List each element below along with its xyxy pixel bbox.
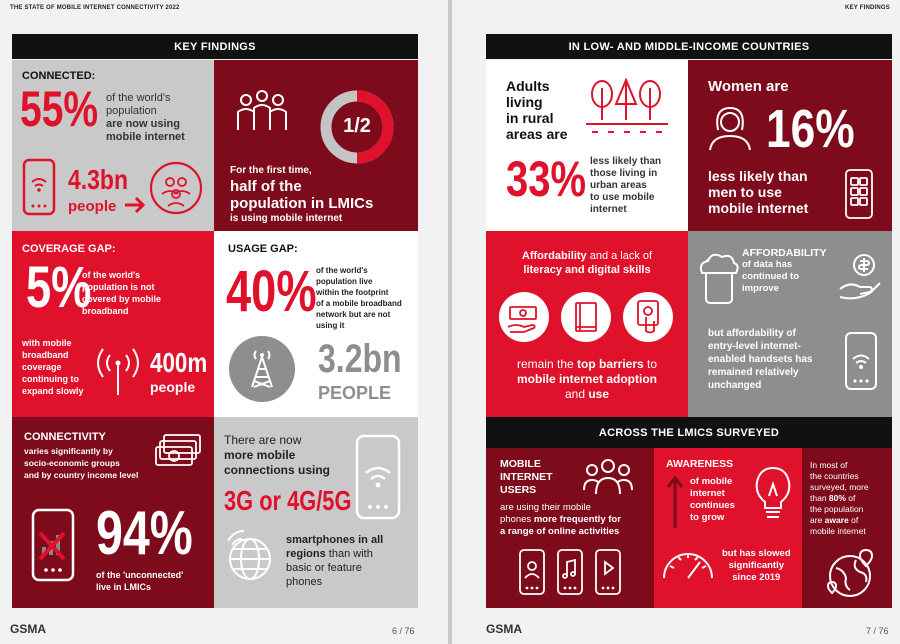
text-line: less likely than [590, 156, 662, 167]
text-line: broadband [82, 306, 129, 316]
usage-gap-panel [214, 231, 418, 417]
half-donut [318, 88, 396, 166]
usage-label: USAGE GAP: [228, 243, 298, 255]
text-line: socio-economic groups [24, 458, 120, 468]
text-line: in rural [506, 110, 554, 126]
text-line: entry-level internet- [708, 341, 801, 352]
coverage-word: people [150, 379, 196, 395]
globe-signal-icon [224, 527, 274, 581]
connectivity-sub-description [96, 569, 183, 593]
text-span: than with [325, 548, 373, 560]
text-line: mobile internet [708, 200, 809, 216]
usage-word: PEOPLE [318, 383, 392, 403]
money-hand-icon [498, 291, 550, 343]
coverage-sub-description [22, 337, 84, 397]
text-line: expand slowly [22, 386, 84, 396]
lightbulb-icon [750, 462, 796, 524]
cloud-phone-icon [698, 249, 740, 305]
text-line: are now using [106, 118, 180, 130]
text-line: of the 'unconnected' [96, 570, 184, 580]
text-line: remained relatively [708, 367, 799, 378]
text-span: remain the [516, 357, 577, 371]
text-line: using it [316, 321, 345, 330]
text-line: literacy and digital skills [523, 264, 651, 276]
rural-description [590, 156, 661, 216]
text-line: and by country income level [24, 470, 139, 480]
coverage-percent: 5% [26, 255, 92, 320]
hand-coin-icon [838, 249, 884, 301]
women-percent: 16% [766, 99, 855, 159]
connectivity-label: CONNECTIVITY [24, 431, 106, 443]
text-line: internet [690, 488, 725, 499]
text-line: surveyed, more [810, 482, 869, 492]
text-span: are [810, 515, 825, 525]
text-line: Adults [506, 78, 550, 94]
cell-tower-icon [228, 335, 296, 403]
antenna-signal-icon [90, 341, 146, 397]
gsma-logo: GSMA [486, 622, 522, 636]
text-line: men to use [708, 184, 782, 200]
woman-icon [704, 100, 756, 152]
money-icon [154, 431, 204, 471]
connected-label: CONNECTED: [22, 70, 96, 82]
text-bold: regions [286, 548, 326, 560]
text-span: and [564, 387, 589, 401]
text-line: smartphones in all [286, 534, 384, 546]
mobile-connections-panel [214, 417, 418, 608]
text-line: continued to [742, 271, 799, 282]
text-line: INTERNET [500, 471, 553, 483]
text-line: improve [742, 283, 779, 294]
half-description [230, 164, 373, 226]
text-line: to use mobile [590, 192, 655, 203]
text-line: to grow [690, 512, 725, 523]
text-span: to [643, 357, 658, 371]
text-line: since 2019 [732, 572, 781, 583]
coverage-number: 400m [150, 347, 208, 378]
text-line: within the footprint [316, 288, 389, 297]
gsma-logo: GSMA [10, 622, 46, 636]
text-line: of the world's [82, 270, 141, 280]
text-bold: more frequently for [533, 514, 621, 525]
mobile-users-panel [486, 448, 654, 608]
smartphones-description [286, 533, 383, 589]
users-description [500, 502, 621, 538]
left-page [0, 0, 448, 644]
text-line: of the world's [316, 266, 368, 275]
page-number: 7 / 76 [866, 626, 889, 636]
text-line: broadband [22, 350, 69, 360]
apps-phone-icon [844, 168, 874, 220]
text-line: coverage [22, 362, 62, 372]
text-line: mobile internet adoption [517, 372, 657, 386]
text-line: varies significantly by [24, 446, 113, 456]
section-title: IN LOW- AND MIDDLE-INCOME COUNTRIES [486, 34, 892, 59]
arrow-right-icon [124, 196, 146, 214]
text-line: covered by mobile [82, 294, 162, 304]
text-line: AFFORDABILITY [742, 247, 827, 259]
affordability-panel [688, 231, 892, 417]
awareness-title: AWARENESS [666, 458, 734, 470]
coverage-description [82, 269, 161, 317]
text-line: with mobile [22, 338, 72, 348]
text-span: of [845, 493, 856, 503]
text-line: the population [810, 504, 864, 514]
usage-number: 3.2bn [318, 337, 402, 381]
text-line: less likely than [708, 168, 808, 184]
text-line: a range of online activities [500, 526, 620, 537]
running-header: KEY FINDINGS [845, 5, 890, 11]
connected-description [106, 92, 185, 144]
barriers-description [486, 357, 688, 402]
text-line: but has slowed [722, 548, 791, 559]
usage-percent: 40% [226, 259, 317, 324]
no-signal-phone-icon [30, 507, 76, 583]
text-span: and a lack of [586, 250, 653, 262]
rural-panel [486, 60, 688, 231]
half-population-panel [214, 60, 418, 231]
users-heading [500, 458, 553, 497]
coverage-label: COVERAGE GAP: [22, 243, 116, 255]
rural-heading [506, 78, 568, 142]
text-line: live in LMICs [96, 582, 152, 592]
text-line: For the first time, [230, 165, 312, 176]
connectivity-percent: 94% [96, 499, 193, 568]
text-line: network but are not [316, 310, 391, 319]
half-fraction: 1/2 [343, 115, 371, 137]
women-title: Women are [708, 78, 789, 95]
text-line: significantly [728, 560, 785, 571]
text-span: of [848, 515, 859, 525]
barriers-heading [486, 249, 688, 277]
connected-people-word: people [68, 198, 117, 215]
text-line: areas are [506, 126, 568, 142]
text-line: continues [690, 500, 735, 511]
text-line: enabled handsets has [708, 354, 813, 365]
phone-video-icon [594, 548, 622, 596]
text-line: MOBILE [500, 458, 541, 470]
text-line: living [506, 94, 543, 110]
connections-description [224, 433, 330, 478]
text-line: of the world's [106, 92, 171, 104]
speedometer-icon [660, 542, 716, 582]
text-line: internet [590, 204, 627, 215]
text-bold: Affordability [521, 250, 587, 262]
text-line: unchanged [708, 380, 762, 391]
trees-icon [586, 76, 668, 140]
text-line: of data has [742, 259, 793, 270]
text-span: phones [500, 514, 534, 525]
text-line: population in LMICs [230, 195, 374, 212]
text-line: mobile internet [810, 526, 866, 536]
connectivity-panel [12, 417, 214, 608]
awareness-description [690, 476, 735, 524]
running-header: THE STATE OF MOBILE INTERNET CONNECTIVITY 2022 [10, 5, 180, 11]
text-line: the countries [810, 471, 859, 481]
text-bold: use [588, 387, 610, 401]
aware-countries-box [802, 448, 892, 608]
wifi-phone-outline-icon [354, 433, 402, 521]
text-line: urban areas [590, 180, 647, 191]
phone-music-icon [556, 548, 584, 596]
connected-percent: 55% [20, 81, 99, 137]
usage-description [316, 265, 402, 331]
text-bold: 80% [828, 493, 846, 503]
text-line: basic or feature [286, 562, 362, 574]
text-bold: top barriers [577, 357, 644, 371]
connected-people-number: 4.3bn [68, 164, 128, 195]
phone-person-icon [518, 548, 546, 596]
text-line: is using mobile internet [230, 213, 343, 224]
users-group-icon [582, 456, 634, 496]
people-group-icon [232, 86, 292, 146]
globe-people-icon [148, 160, 204, 216]
text-line: those living in [590, 168, 658, 179]
coverage-gap-panel [12, 231, 214, 417]
globe-pins-icon [822, 546, 878, 602]
text-span: than [810, 493, 829, 503]
text-line: half of the [230, 178, 302, 195]
text-line: but affordability of [708, 328, 796, 339]
text-line: connections using [224, 463, 331, 477]
surveyed-title: ACROSS THE LMICS SURVEYED [486, 417, 892, 448]
wifi-phone-icon [844, 331, 878, 391]
barriers-panel [486, 231, 688, 417]
text-line: mobile internet [106, 131, 185, 143]
text-line: are using their mobile [500, 502, 591, 513]
text-line: of a mobile broadband [316, 299, 402, 308]
page-number: 6 / 76 [392, 626, 415, 636]
text-line: USERS [500, 484, 537, 496]
affordability-heading [742, 247, 827, 295]
text-bold: aware [824, 515, 849, 525]
awareness-panel [654, 448, 892, 608]
wifi-phone-icon [22, 158, 56, 216]
rural-percent: 33% [506, 151, 587, 207]
text-line: population is not [82, 282, 155, 292]
connections-technology: 3G or 4G/5G [224, 485, 352, 516]
aware-countries-description [810, 460, 869, 537]
affordability-description [708, 327, 812, 392]
awareness-slowed [722, 548, 791, 584]
women-panel [688, 60, 892, 231]
text-line: phones [286, 576, 323, 588]
connected-panel [12, 60, 214, 231]
right-page [452, 0, 900, 644]
text-line: population live [316, 277, 373, 286]
text-line: continuing to [22, 374, 79, 384]
section-title: KEY FINDINGS [12, 34, 418, 59]
text-line: population [106, 105, 157, 117]
touch-screen-icon [622, 291, 674, 343]
book-icon [560, 291, 612, 343]
text-line: of mobile [690, 476, 733, 487]
women-description [708, 168, 808, 216]
text-line: In most of [810, 460, 848, 470]
text-line: more mobile [224, 448, 296, 462]
arrow-up-icon [666, 474, 684, 530]
text-line: There are now [224, 433, 302, 447]
connectivity-description [24, 445, 138, 481]
